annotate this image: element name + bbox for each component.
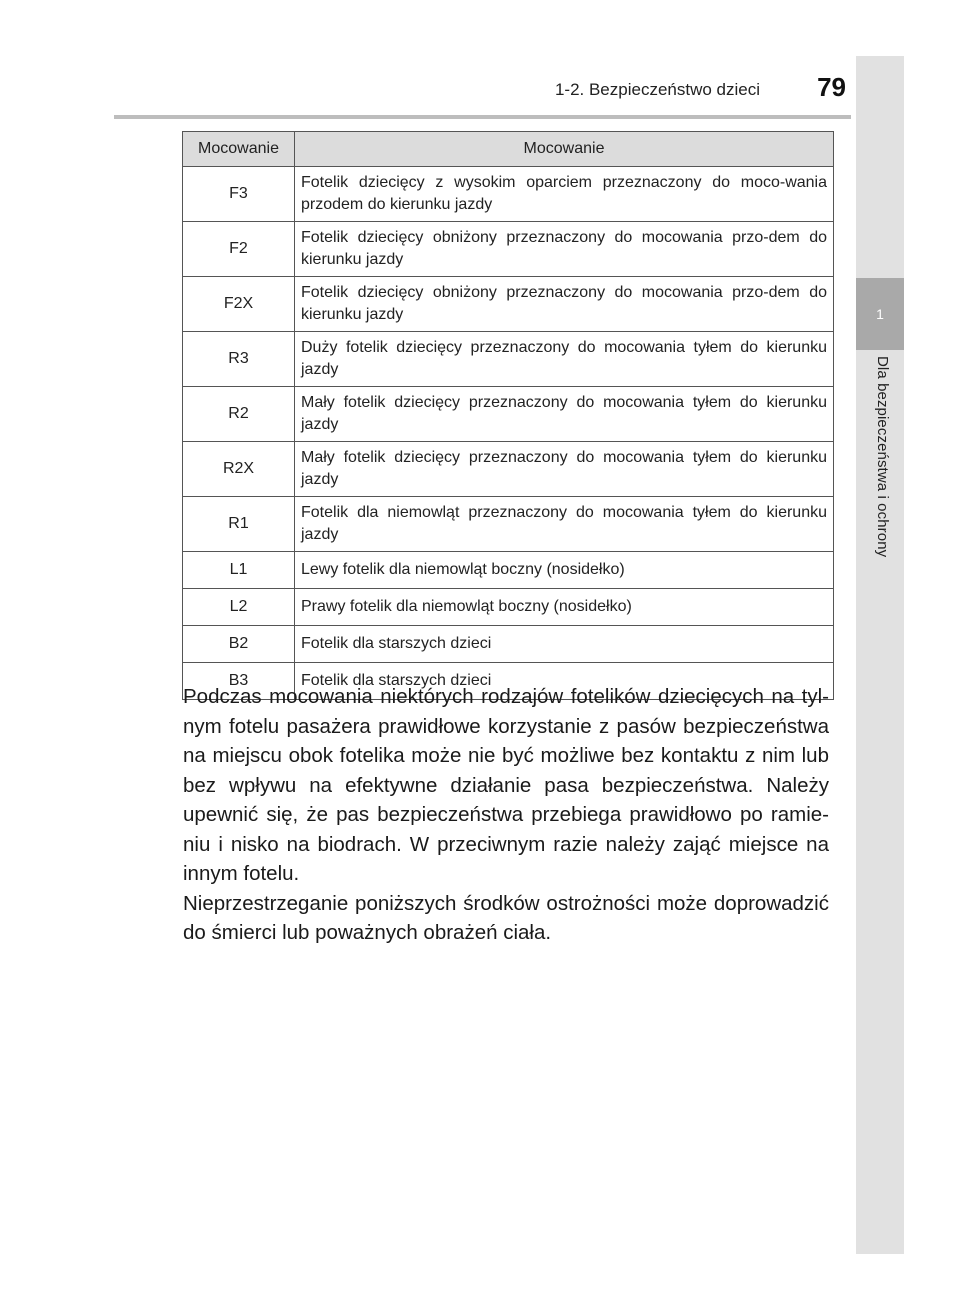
column-header-code: Mocowanie	[183, 132, 295, 167]
row-code: B3	[183, 663, 295, 700]
row-description: Duży fotelik dziecięcy przeznaczony do mocowania tyłem do kierunku jazdy	[295, 332, 834, 387]
column-header-description: Mocowanie	[295, 132, 834, 167]
row-code: R2	[183, 387, 295, 442]
table-row	[183, 552, 834, 589]
header-divider	[114, 115, 851, 119]
table-row	[183, 332, 834, 387]
table-row	[183, 497, 834, 552]
page-number: 79	[817, 72, 846, 102]
row-description: Fotelik dziecięcy obniżony przeznaczony do mocowania przo-dem do kierunku jazdy	[295, 277, 834, 332]
chapter-number: 1	[856, 278, 904, 350]
row-description: Fotelik dla starszych dzieci	[295, 626, 834, 663]
row-code: L2	[183, 589, 295, 626]
table-row	[183, 626, 834, 663]
row-description: Lewy fotelik dla niemowląt boczny (nosidełko)	[295, 552, 834, 589]
row-code: F2X	[183, 277, 295, 332]
row-description: Fotelik dziecięcy obniżony przeznaczony do mocowania przo-dem do kierunku jazdy	[295, 222, 834, 277]
table-row	[183, 277, 834, 332]
body-paragraph: Podczas mocowania niektórych rodzajów fotelików dziecięcych na tyl-nym fotelu pasażera prawidłowe korzystanie z pasów bezpieczeństwa na miejscu obok fotelika może nie być możliwe bez kontaktu z nim lub bez wpływu na efektywne działanie pasa bezpieczeństwa. Należy upewnić się, że pas bezpieczeństwa przebiega prawidłowo po ramie-niu i nisko na biodrach. W przeciwnym razie należy zająć miejsce na innym fotelu.	[183, 685, 829, 885]
table-row	[183, 387, 834, 442]
mounting-table	[182, 131, 834, 700]
body-paragraph: Nieprzestrzeganie poniższych środków ostrożności może doprowadzić do śmierci lub poważnych obrażeń ciała.	[183, 891, 829, 944]
row-description: Fotelik dla niemowląt przeznaczony do mocowania tyłem do kierunku jazdy	[295, 497, 834, 552]
row-code: B2	[183, 626, 295, 663]
row-code: R1	[183, 497, 295, 552]
row-description: Fotelik dziecięcy z wysokim oparciem przeznaczony do moco-wania przodem do kierunku jazdy	[295, 167, 834, 222]
section-title: 1-2. Bezpieczeństwo dzieci	[554, 80, 760, 99]
row-code: F2	[183, 222, 295, 277]
row-description: Prawy fotelik dla niemowląt boczny (nosidełko)	[295, 589, 834, 626]
body-text	[183, 682, 829, 948]
chapter-label: Dla bezpieczeństwa i ochrony	[874, 356, 891, 558]
row-code: R3	[183, 332, 295, 387]
row-description: Fotelik dla starszych dzieci	[295, 663, 834, 700]
row-code: F3	[183, 167, 295, 222]
chapter-side-tab	[856, 56, 904, 1254]
table-row	[183, 589, 834, 626]
row-code: R2X	[183, 442, 295, 497]
row-description: Mały fotelik dziecięcy przeznaczony do mocowania tyłem do kierunku jazdy	[295, 387, 834, 442]
table-row	[183, 167, 834, 222]
row-description: Mały fotelik dziecięcy przeznaczony do mocowania tyłem do kierunku jazdy	[295, 442, 834, 497]
row-code: L1	[183, 552, 295, 589]
table-row	[183, 222, 834, 277]
table-header-row	[183, 132, 834, 167]
table-row	[183, 442, 834, 497]
